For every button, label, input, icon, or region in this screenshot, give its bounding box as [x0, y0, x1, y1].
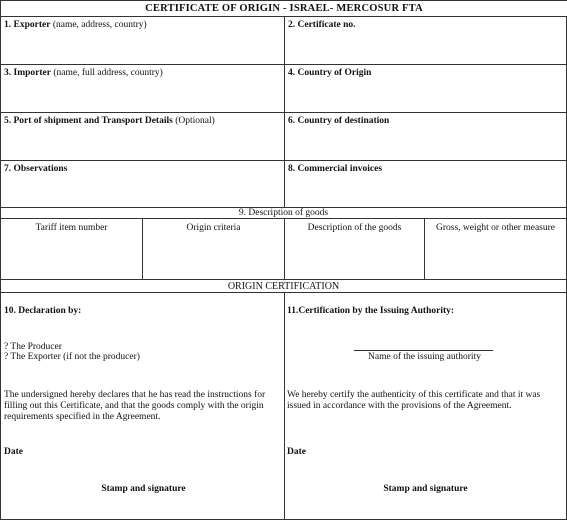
- country-destination-label: 6. Country of destination: [288, 116, 390, 126]
- exporter-checkbox[interactable]: ? The Exporter (if not the producer): [4, 352, 140, 362]
- observations-field[interactable]: [0, 160, 285, 208]
- declaration-date-label: Date: [4, 447, 23, 457]
- certification-stamp-label: Stamp and signature: [383, 484, 468, 494]
- form-title: CERTIFICATE OF ORIGIN - ISRAEL- MERCOSUR FTA: [0, 0, 567, 17]
- exporter-field[interactable]: [0, 16, 285, 65]
- goods-col-origin[interactable]: [142, 218, 285, 280]
- certification-text-line-1: We hereby certify the authenticity of this certificate and that it was: [287, 390, 541, 400]
- goods-col-description-label: Description of the goods: [307, 223, 402, 233]
- importer-field[interactable]: [0, 64, 285, 113]
- declaration-text-line-3: requirements specified in the Agreement.: [4, 412, 161, 422]
- declaration-text: [4, 390, 282, 423]
- declaration-text-line-2: filling out this Certificate, and that the goods comply with the origin: [4, 401, 264, 411]
- certification-label: 11.Certification by the Issuing Authority:: [287, 306, 455, 316]
- invoices-label: 8. Commercial invoices: [288, 164, 383, 174]
- observations-label: 7. Observations: [4, 164, 68, 174]
- declaration-stamp-label: Stamp and signature: [101, 484, 186, 494]
- origin-cert-header-label: ORIGIN CERTIFICATION: [227, 281, 340, 292]
- authority-caption: Name of the issuing authority: [368, 352, 481, 362]
- certification-box: [284, 292, 567, 520]
- country-origin-field[interactable]: [284, 64, 567, 113]
- invoices-field[interactable]: [284, 160, 567, 208]
- port-label: 5. Port of shipment and Transport Details (Optional): [4, 116, 215, 126]
- goods-header-label: 9. Description of goods: [238, 208, 329, 218]
- country-origin-label: 4. Country of Origin: [288, 68, 372, 78]
- country-destination-field[interactable]: [284, 112, 567, 161]
- goods-col-weight-label: Gross, weight or other measure: [436, 223, 555, 233]
- goods-col-description[interactable]: [284, 218, 425, 280]
- port-field[interactable]: [0, 112, 285, 161]
- goods-col-origin-label: Origin criteria: [186, 223, 241, 233]
- origin-cert-header: [0, 279, 567, 293]
- certification-text: [287, 390, 565, 412]
- goods-col-tariff-label: Tariff item number: [35, 223, 108, 233]
- certificate-no-label: 2. Certificate no.: [288, 20, 356, 30]
- certification-text-line-2: issued in accordance with the provisions of the Agreement.: [287, 401, 512, 411]
- declaration-text-line-1: The undersigned hereby declares that he has read the instructions for: [4, 390, 266, 400]
- producer-checkbox[interactable]: ? The Producer: [4, 342, 62, 352]
- goods-col-tariff[interactable]: [0, 218, 143, 280]
- certificate-no-field[interactable]: [284, 16, 567, 65]
- exporter-label: 1. Exporter (name, address, country): [4, 20, 147, 30]
- goods-col-weight[interactable]: [424, 218, 567, 280]
- declaration-label: 10. Declaration by:: [4, 306, 82, 316]
- importer-label: 3. Importer (name, full address, country): [4, 68, 163, 78]
- authority-signature-line[interactable]: [354, 350, 493, 351]
- certification-date-label: Date: [287, 447, 306, 457]
- declaration-box: [0, 292, 285, 520]
